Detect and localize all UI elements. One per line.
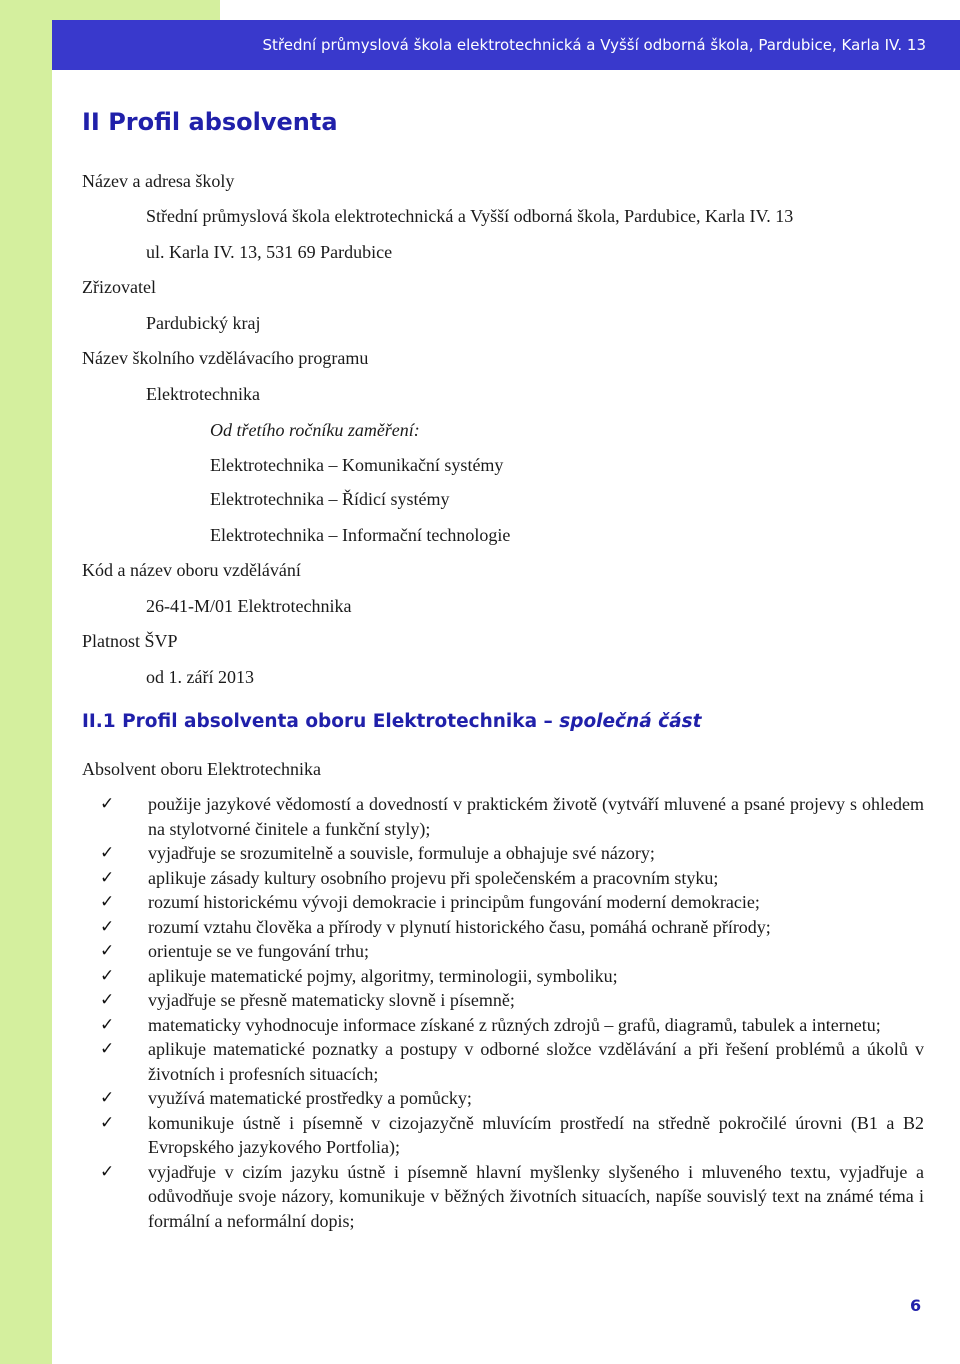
list-item-text: využívá matematické prostředky a pomůcky; <box>148 1088 472 1108</box>
list-item-text: použije jazykové vědomostí a dovedností v praktickém životě (vytváří mluvené a psané projevy s ohledem na stylotvorné činitele a funkční styly); <box>148 794 924 839</box>
check-icon: ✓ <box>100 1014 115 1035</box>
check-icon: ✓ <box>100 965 115 986</box>
list-item-text: vyjadřuje se srozumitelně a souvisle, formuluje a obhajuje své názory; <box>148 843 655 863</box>
list-item <box>100 964 924 989</box>
section-title <box>82 711 701 732</box>
running-header <box>52 20 960 70</box>
list-item <box>100 866 924 891</box>
list-item-text: orientuje se ve fungování trhu; <box>148 941 369 961</box>
validity-label: Platnost ŠVP <box>82 631 178 651</box>
page-number: 6 <box>910 1296 922 1315</box>
program-value: Elektrotechnika <box>146 384 260 404</box>
check-icon: ✓ <box>100 990 115 1010</box>
list-item <box>100 841 924 866</box>
list-item <box>100 1160 924 1234</box>
focus-item-it: Elektrotechnika – Informační technologie <box>210 525 511 545</box>
list-item-text: komunikuje ústně i písemně v cizojazyčně mluvícím prostředí na středně pokročilé úrovni (B1 a B2 Evropského jazykového Portfolia); <box>148 1112 924 1157</box>
check-icon: ✓ <box>100 892 115 912</box>
list-item-text: vyjadřuje se přesně matematicky slovně i písemně; <box>148 990 515 1010</box>
page-content <box>52 70 960 1364</box>
school-address: ul. Karla IV. 13, 531 69 Pardubice <box>146 242 393 262</box>
focus-intro: Od třetího ročníku zaměření: <box>210 420 420 440</box>
check-icon: ✓ <box>100 941 115 961</box>
section-title-prefix: II.1 Profil absolventa oboru Elektrotechnika – <box>82 711 560 732</box>
founder-value: Pardubický kraj <box>146 313 261 333</box>
check-icon: ✓ <box>100 867 115 888</box>
competence-list <box>100 792 924 1233</box>
check-icon: ✓ <box>100 1039 115 1059</box>
list-item-text: rozumí vztahu člověka a přírody v plynutí historického času, pomáhá ochraně přírody; <box>148 916 771 937</box>
list-item-text: matematicky vyhodnocuje informace získané z různých zdrojů – grafů, diagramů, tabulek a internetu; <box>148 1014 881 1035</box>
list-item <box>100 792 924 841</box>
validity-value: od 1. září 2013 <box>146 667 254 687</box>
list-item <box>100 939 924 964</box>
list-item-text: aplikuje matematické pojmy, algoritmy, terminologii, symboliku; <box>148 965 618 986</box>
list-item <box>100 988 924 1013</box>
list-item <box>100 1037 924 1086</box>
school-name: Střední průmyslová škola elektrotechnická a Vyšší odborná škola, Pardubice, Karla IV. 13 <box>146 206 794 226</box>
page-title: II Profil absolventa <box>82 108 338 136</box>
check-icon: ✓ <box>100 1161 115 1182</box>
check-icon: ✓ <box>100 1088 115 1108</box>
section-title-emphasis: společná část <box>559 711 702 732</box>
list-item <box>100 1111 924 1160</box>
check-icon: ✓ <box>100 843 115 863</box>
list-item-text: aplikuje zásady kultury osobního projevu při společenském a pracovním styku; <box>148 867 719 888</box>
founder-label: Zřizovatel <box>82 277 156 297</box>
school-name-label: Název a adresa školy <box>82 171 235 191</box>
check-icon: ✓ <box>100 1112 115 1133</box>
section-intro: Absolvent oboru Elektrotechnika <box>82 759 321 779</box>
list-item <box>100 890 924 915</box>
list-item-text: aplikuje matematické poznatky a postupy v odborné složce vzdělávání a při řešení problémů a úkolů v životních i profesních situacích; <box>148 1039 924 1084</box>
check-icon: ✓ <box>100 794 115 814</box>
list-item-text: vyjadřuje v cizím jazyku ústně i písemně hlavní myšlenky slyšeného i mluveného textu, vyjadřuje a odůvodňuje svoje názory, komunikuje v běžných životních situacích, napíše souvislý text na známé téma i formální a neformální dopis; <box>148 1161 924 1231</box>
list-item <box>100 1086 924 1111</box>
check-icon: ✓ <box>100 916 115 937</box>
focus-item-communication: Elektrotechnika – Komunikační systémy <box>210 455 504 475</box>
list-item-text: rozumí historickému vývoji demokracie i principům fungování moderní demokracie; <box>148 892 760 912</box>
code-value: 26-41-M/01 Elektrotechnika <box>146 596 352 616</box>
list-item <box>100 1013 924 1038</box>
list-item <box>100 915 924 940</box>
code-label: Kód a název oboru vzdělávání <box>82 560 301 580</box>
program-label: Název školního vzdělávacího programu <box>82 348 369 368</box>
running-header-text: Střední průmyslová škola elektrotechnická a Vyšší odborná škola, Pardubice, Karla IV. 13 <box>262 36 926 54</box>
focus-item-control: Elektrotechnika – Řídicí systémy <box>210 489 450 509</box>
